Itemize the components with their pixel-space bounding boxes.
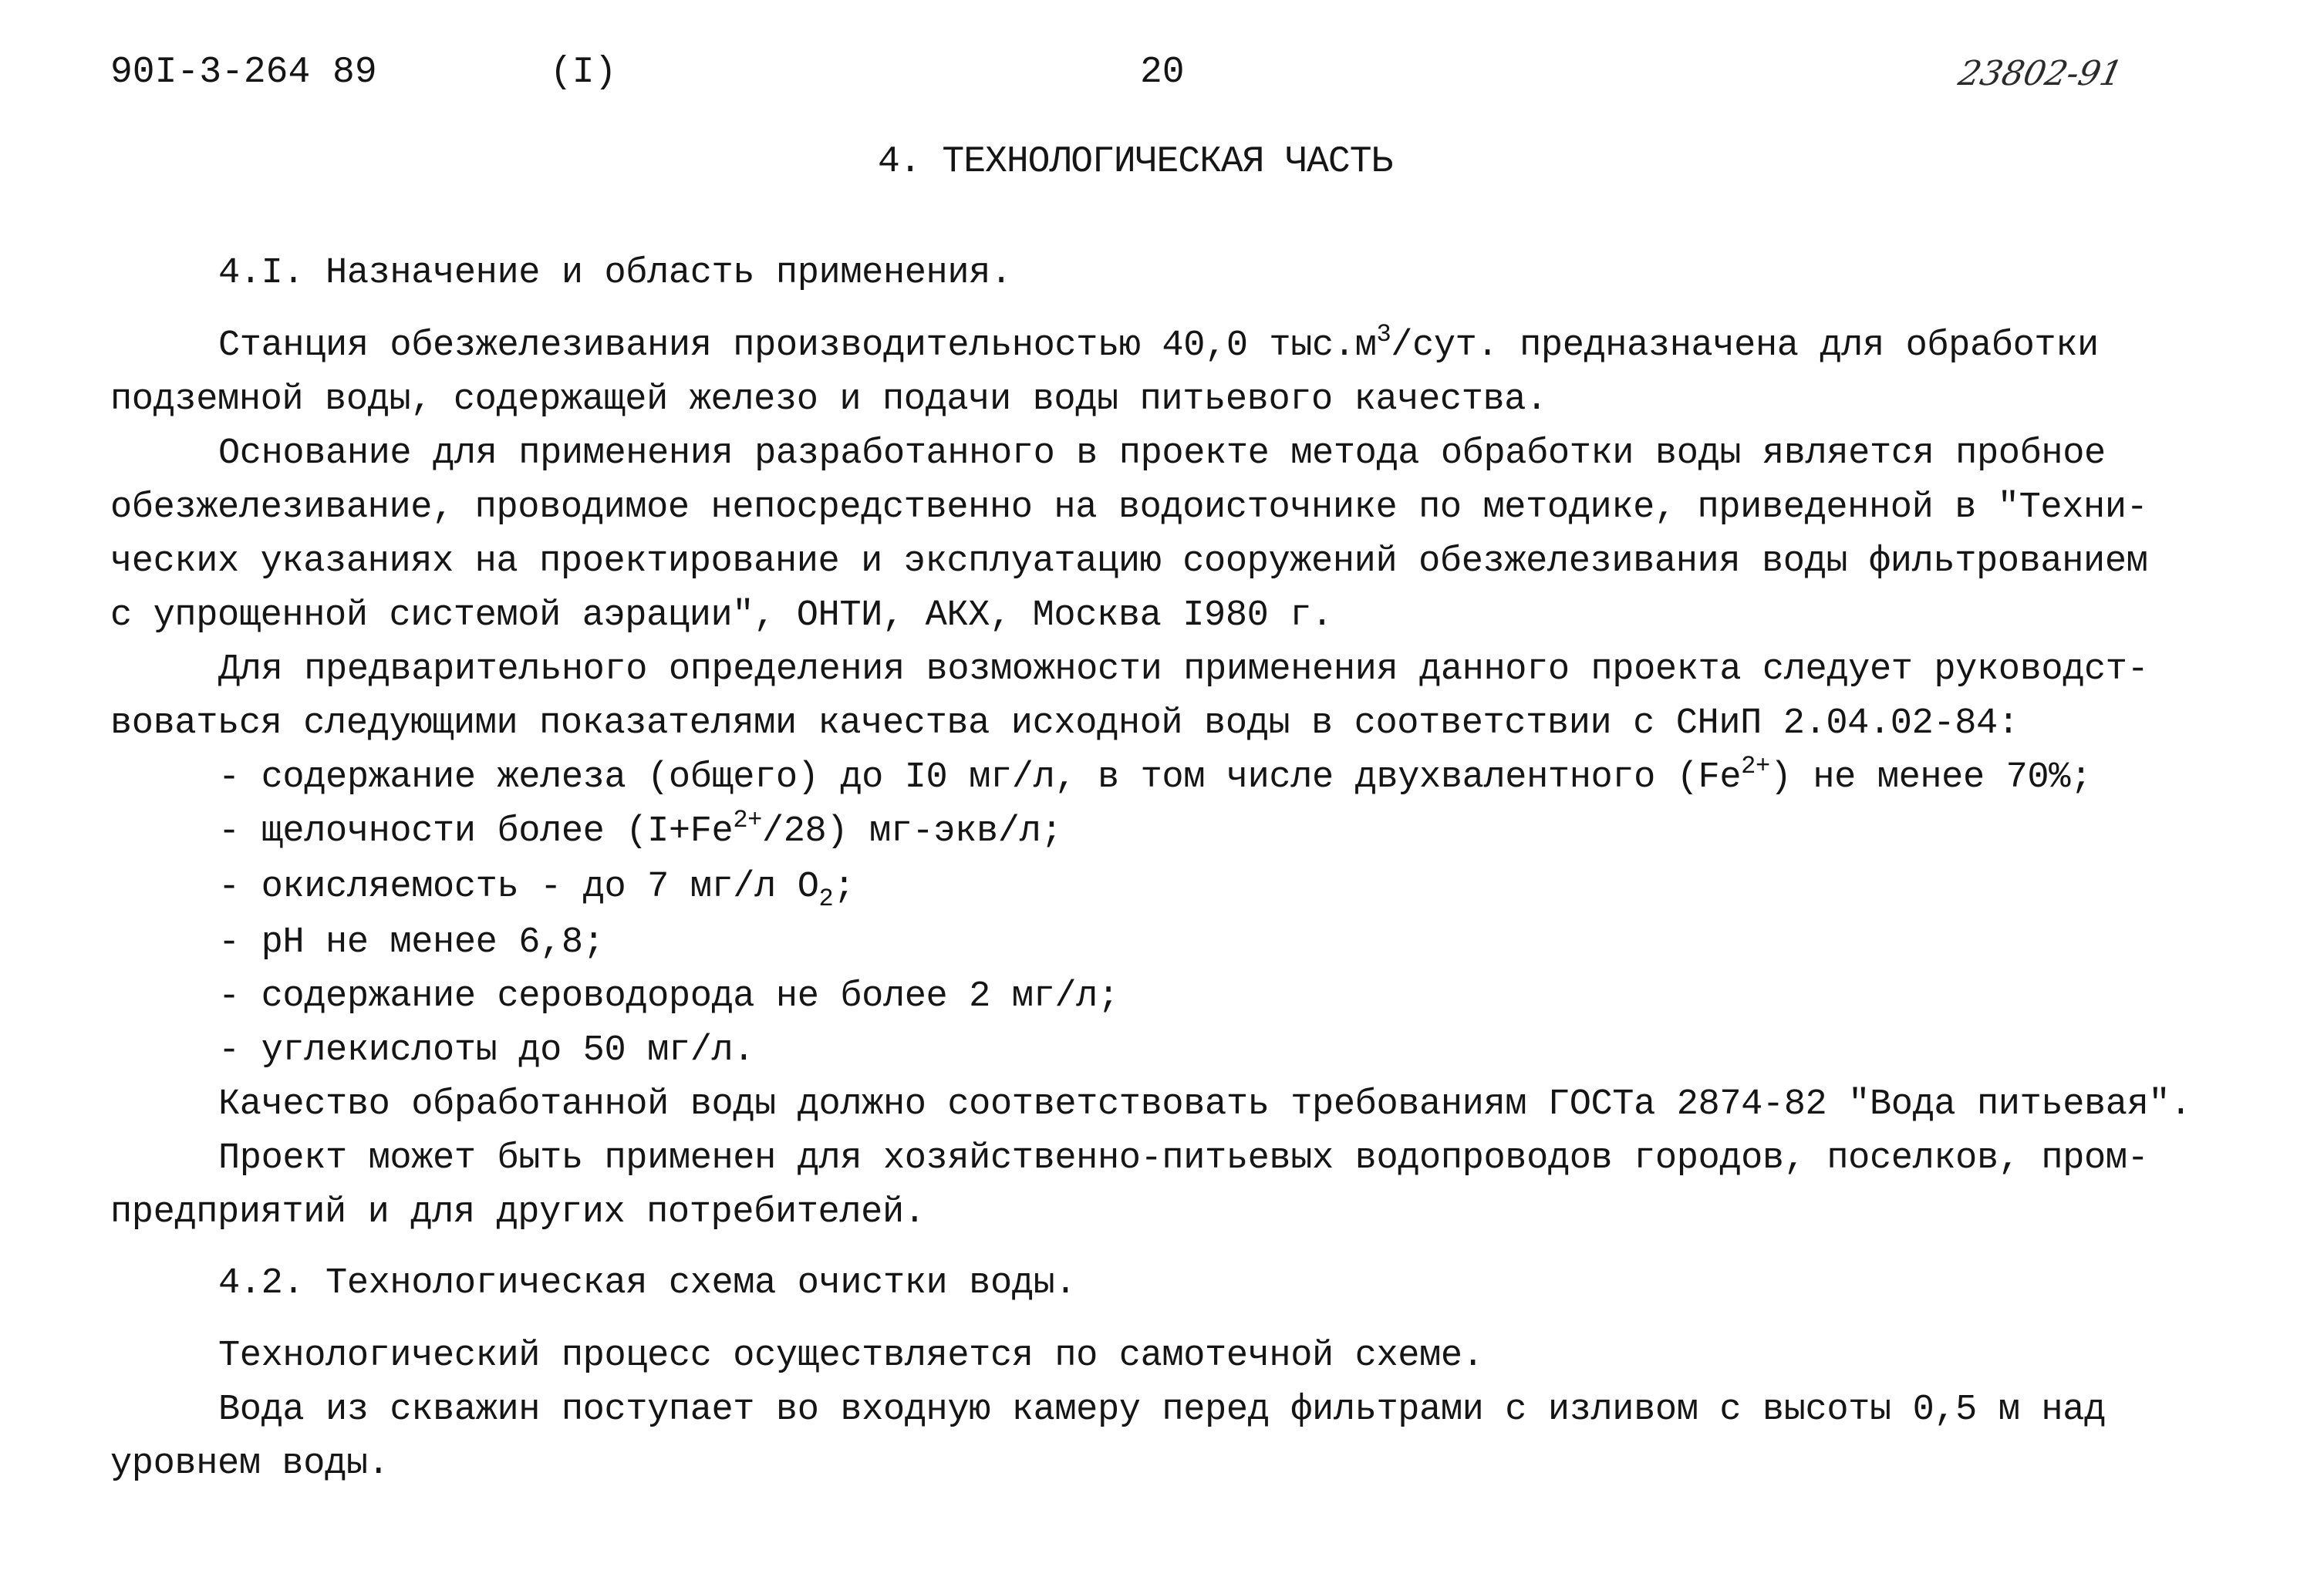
list-item: - содержание железа (общего) до I0 мг/л, в том числе двухвалентного $(Fe^{2+})$ не менее 70%; bbox=[218, 752, 2092, 798]
document-part: (I) bbox=[550, 52, 617, 93]
page-number: 20 bbox=[1140, 52, 1185, 93]
list-item: - углекислоты до 50 мг/л. bbox=[218, 1030, 755, 1071]
list-item: - рН не менее 6,8; bbox=[218, 922, 605, 963]
subsection-heading-4-1: 4.I. Назначение и область применения. bbox=[218, 253, 1012, 294]
section-title: 4. ТЕХНОЛОГИЧЕСКАЯ ЧАСТЬ bbox=[878, 141, 1393, 183]
list-item: - окисляемость - до 7 мг/л $O_2$; bbox=[218, 867, 855, 913]
paragraph-line: подземной воды, содержащей железо и подачи воды питьевого качества. bbox=[110, 379, 1547, 420]
paragraph-line: Качество обработанной воды должно соответствовать требованиям ГОСТа 2874-82 "Вода питьевая". bbox=[218, 1084, 2192, 1125]
paragraph-line: Технологический процесс осуществляется по самотечной схеме. bbox=[218, 1336, 1484, 1377]
paragraph-line: уровнем воды. bbox=[110, 1444, 390, 1484]
paragraph-line: с упрощенной системой аэрации", ОНТИ, АКХ, Москва I980 г. bbox=[110, 595, 1333, 636]
subsection-heading-4-2: 4.2. Технологическая схема очистки воды. bbox=[218, 1263, 1077, 1304]
paragraph-line: Вода из скважин поступает во входную камеру перед фильтрами с изливом с высоты 0,5 м над bbox=[218, 1390, 2106, 1431]
inventory-number: 23802-91 bbox=[1955, 54, 2127, 93]
paragraph-line: Для предварительного определения возможности применения данного проекта следует руководст- bbox=[218, 649, 2149, 690]
paragraph-line: предприятий и для других потребителей. bbox=[110, 1192, 926, 1233]
paragraph-line: Проект может быть применен для хозяйственно-питьевых водопроводов городов, поселков, пром- bbox=[218, 1138, 2149, 1179]
paragraph-line: воваться следующими показателями качества исходной воды в соответствии с СНиП 2.04.02-84: bbox=[110, 703, 2019, 744]
list-item: - содержание сероводорода не более 2 мг/л; bbox=[218, 976, 1119, 1017]
paragraph-line: Станция обезжелезивания производительностью 40,0 $тыс.м^3$/сут. предназначена для обработки bbox=[218, 320, 2099, 366]
list-item: - щелочности более $(I+Fe^{2+}/28)$ мг-экв/л; bbox=[218, 806, 1063, 852]
document-code: 90I-3-264 89 bbox=[110, 52, 377, 93]
paragraph-line: обезжелезивание, проводимое непосредственно на водоисточнике по методике, приведенной в "Техни- bbox=[110, 487, 2148, 528]
paragraph-line: Основание для применения разработанного в проекте метода обработки воды является пробное bbox=[218, 433, 2106, 474]
paragraph-line: ческих указаниях на проектирование и эксплуатацию сооружений обезжелезивания воды фильтрованием bbox=[110, 541, 2148, 582]
